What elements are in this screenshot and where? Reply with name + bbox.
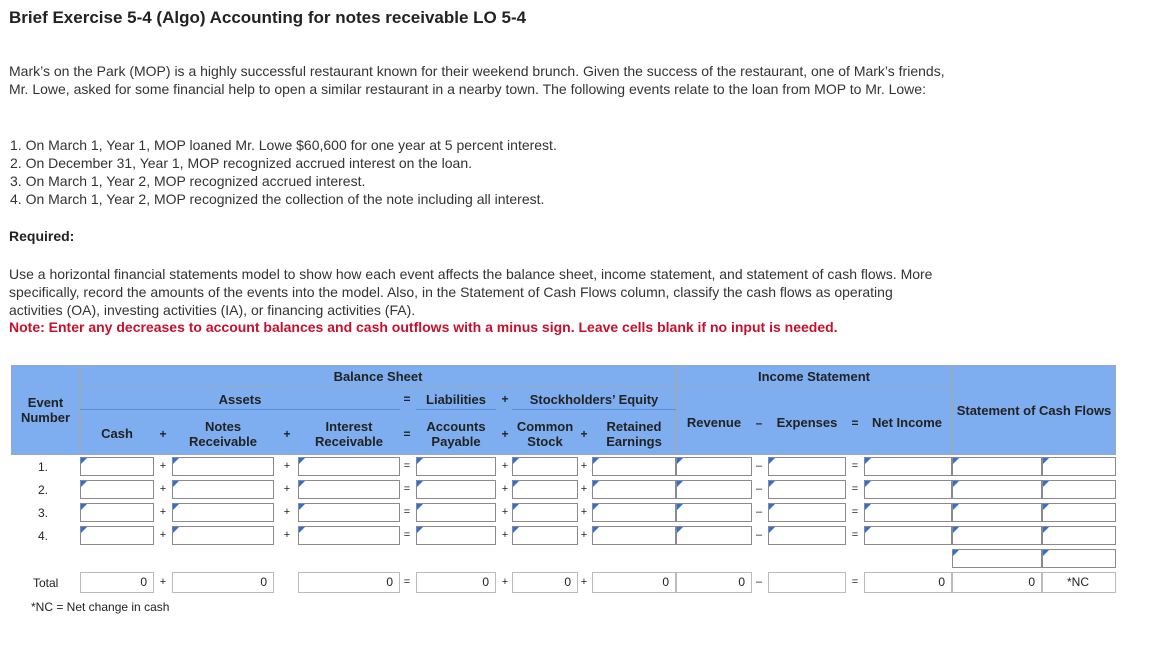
plus-sign: + [501, 392, 509, 406]
plus-sign: + [580, 483, 588, 495]
equals-sign: = [403, 460, 411, 472]
expenses-input[interactable] [768, 526, 846, 545]
event-number-label: Event Number [20, 395, 71, 425]
minus-sign: – [755, 483, 763, 495]
revenue-input[interactable] [676, 503, 752, 522]
intro-paragraph: Mark’s on the Park (MOP) is a highly successful restaurant known for their weekend brunch. Given the success of the restaurant, one of Mark’s friends, Mr. Lowe, asked for some financial help to open a similar restaurant in a nearby town. The following events relate to the loan from MOP to Mr. Lowe: [9, 63, 945, 97]
total-retained-earnings: 0 [592, 572, 676, 593]
minus-sign: – [755, 506, 763, 518]
list-item: 4. On March 1, Year 2, MOP recognized the collection of the note including all interest. [10, 191, 545, 207]
interest-receivable-input[interactable] [298, 526, 400, 545]
note-text: Note: Enter any decreases to account balances and cash outflows with a minus sign. Leave cells blank if no input is needed. [9, 319, 838, 335]
equals-sign: = [403, 483, 411, 495]
minus-sign: – [755, 529, 763, 541]
row-label: 2. [37, 483, 48, 497]
interest-receivable-input[interactable] [298, 457, 400, 476]
total-expenses [768, 572, 846, 593]
expenses-input[interactable] [768, 457, 846, 476]
plus-sign: + [283, 529, 291, 541]
equals-sign: = [851, 506, 859, 518]
minus-sign: – [755, 416, 763, 430]
equals-sign: = [851, 529, 859, 541]
plus-sign: + [580, 427, 588, 441]
assets-label: Assets [218, 392, 262, 407]
equals-sign: = [851, 416, 859, 430]
plus-sign: + [501, 529, 509, 541]
net-income-input[interactable] [864, 503, 952, 522]
list-item: 3. On March 1, Year 2, MOP recognized accrued interest. [10, 173, 366, 189]
col-notes-receivable: Notes Receivable [189, 419, 257, 449]
page-title: Brief Exercise 5-4 (Algo) Accounting for notes receivable LO 5-4 [9, 8, 527, 27]
net-income-input[interactable] [864, 526, 952, 545]
cash-flow-class-select[interactable] [1042, 480, 1116, 499]
col-interest-receivable: Interest Receivable [315, 419, 383, 449]
total-cash-flow: 0 [952, 572, 1042, 593]
total-notes-receivable: 0 [172, 572, 274, 593]
expenses-input[interactable] [768, 503, 846, 522]
common-stock-input[interactable] [512, 480, 578, 499]
revenue-input[interactable] [676, 526, 752, 545]
col-retained-earnings: Retained Earnings [606, 419, 662, 449]
accounts-payable-input[interactable] [416, 526, 496, 545]
stockholders-equity-label: Stockholders’ Equity [529, 392, 659, 407]
net-income-input[interactable] [864, 457, 952, 476]
plus-sign: + [580, 576, 588, 588]
plus-sign: + [159, 506, 167, 518]
total-cash-flow-class: *NC [1042, 572, 1116, 593]
equals-sign: = [403, 529, 411, 541]
instructions-paragraph: Use a horizontal financial statements model to show how each event affects the balance sheet, income statement, and statement of cash flows. More specifically, record the amounts of the events into the model. Also, in the Statement of Cash Flows column, classify the cash flows as operating activities (OA), investing activities (IA), or financing activities (FA). [9, 266, 933, 318]
cash-input[interactable] [80, 526, 154, 545]
notes-receivable-input[interactable] [172, 503, 274, 522]
header-balance-sheet [80, 365, 676, 387]
equals-sign: = [403, 506, 411, 518]
col-cash: Cash [101, 426, 133, 441]
cash-flow-amount-input[interactable] [952, 480, 1042, 499]
required-heading: Required: [9, 228, 75, 244]
plus-sign: + [283, 483, 291, 495]
accounts-payable-input[interactable] [416, 480, 496, 499]
header-event-number [11, 365, 80, 455]
cash-flow-class-select[interactable] [1042, 503, 1116, 522]
cash-input[interactable] [80, 480, 154, 499]
assets-underline [80, 409, 400, 410]
cash-flow-class-select[interactable] [1042, 549, 1116, 568]
plus-sign: + [283, 506, 291, 518]
common-stock-input[interactable] [512, 526, 578, 545]
col-revenue: Revenue [686, 415, 742, 430]
col-accounts-payable: Accounts Payable [426, 419, 486, 449]
header-cash-flows [952, 365, 1116, 455]
row-label: 3. [37, 506, 48, 520]
retained-earnings-input[interactable] [592, 526, 676, 545]
cash-flow-class-select[interactable] [1042, 526, 1116, 545]
interest-receivable-input[interactable] [298, 480, 400, 499]
plus-sign: + [159, 427, 167, 441]
interest-receivable-input[interactable] [298, 503, 400, 522]
total-cash: 0 [80, 572, 154, 593]
revenue-input[interactable] [676, 457, 752, 476]
accounts-payable-input[interactable] [416, 457, 496, 476]
total-common-stock: 0 [512, 572, 578, 593]
common-stock-input[interactable] [512, 457, 578, 476]
plus-sign: + [580, 529, 588, 541]
total-accounts-payable: 0 [416, 572, 496, 593]
total-interest-receivable: 0 [298, 572, 400, 593]
cash-flow-amount-input[interactable] [952, 503, 1042, 522]
plus-sign: + [580, 506, 588, 518]
notes-receivable-input[interactable] [172, 457, 274, 476]
common-stock-input[interactable] [512, 503, 578, 522]
plus-sign: + [501, 506, 509, 518]
retained-earnings-input[interactable] [592, 480, 676, 499]
plus-sign: + [501, 576, 509, 588]
plus-sign: + [501, 460, 509, 472]
plus-sign: + [159, 483, 167, 495]
net-income-input[interactable] [864, 480, 952, 499]
total-net-income: 0 [864, 572, 952, 593]
event-list [10, 136, 557, 208]
col-net-income: Net Income [871, 415, 943, 430]
col-expenses: Expenses [776, 415, 838, 430]
row-label: 1. [37, 460, 48, 474]
cash-flow-amount-input[interactable] [952, 526, 1042, 545]
minus-sign: – [755, 576, 763, 588]
header-income-statement [676, 365, 952, 387]
equity-underline [512, 409, 676, 410]
retained-earnings-input[interactable] [592, 457, 676, 476]
notes-receivable-input[interactable] [172, 480, 274, 499]
accounts-payable-input[interactable] [416, 503, 496, 522]
liabilities-underline [416, 409, 496, 410]
expenses-input[interactable] [768, 480, 846, 499]
footnote: *NC = Net change in cash [31, 600, 170, 614]
minus-sign: – [755, 460, 763, 472]
retained-earnings-input[interactable] [592, 503, 676, 522]
income-statement-label: Income Statement [758, 368, 870, 384]
cash-input[interactable] [80, 457, 154, 476]
plus-sign: + [501, 427, 509, 441]
list-item: 2. On December 31, Year 1, MOP recognized accrued interest on the loan. [10, 155, 473, 171]
list-item: 1. On March 1, Year 1, MOP loaned Mr. Lowe $60,600 for one year at 5 percent interest. [10, 137, 557, 153]
equals-sign: = [851, 460, 859, 472]
cash-flow-amount-input[interactable] [952, 549, 1042, 568]
liabilities-label: Liabilities [426, 392, 486, 407]
row-label: 4. [37, 529, 48, 543]
plus-sign: + [501, 483, 509, 495]
notes-receivable-input[interactable] [172, 526, 274, 545]
plus-sign: + [580, 460, 588, 472]
total-revenue: 0 [676, 572, 752, 593]
plus-sign: + [159, 529, 167, 541]
equals-sign: = [403, 576, 411, 588]
plus-sign: + [159, 576, 167, 588]
balance-sheet-label: Balance Sheet [333, 368, 423, 384]
total-label: Total [33, 576, 59, 590]
equals-sign: = [403, 427, 411, 441]
cash-flow-class-select[interactable] [1042, 457, 1116, 476]
plus-sign: + [283, 427, 291, 441]
cash-flow-amount-input[interactable] [952, 457, 1042, 476]
plus-sign: + [283, 460, 291, 472]
revenue-input[interactable] [676, 480, 752, 499]
cash-flows-label: Statement of Cash Flows [956, 402, 1112, 418]
equals-sign: = [851, 576, 859, 588]
cash-input[interactable] [80, 503, 154, 522]
col-common-stock: Common Stock [516, 419, 574, 449]
equals-sign: = [851, 483, 859, 495]
equals-sign: = [403, 392, 411, 406]
plus-sign: + [159, 460, 167, 472]
